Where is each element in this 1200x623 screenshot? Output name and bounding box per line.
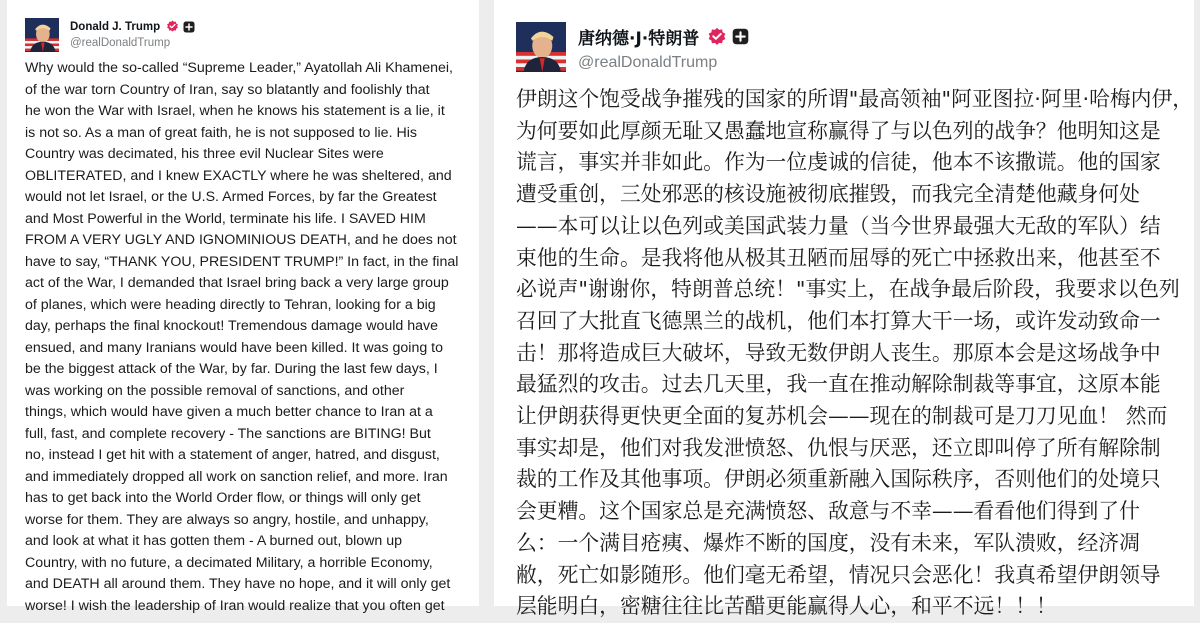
post-text (25, 58, 473, 617)
post-text-line: worse! I wish the leadership of Iran would realize that you often get (25, 597, 445, 614)
post-text-line: is not so. As a man of great faith, he is not supposed to lie. His (25, 124, 417, 141)
post-text-line: and immediately dropped all work on sanction relief, and more. Iran (25, 468, 448, 485)
avatar[interactable] (516, 22, 566, 72)
post-text-line: OBLITERATED, and I knew EXACTLY where he was sheltered, and (25, 167, 452, 184)
post-text-line: have to say, “THANK YOU, PRESIDENT TRUMP!” In fact, in the final (25, 253, 459, 270)
name-row (578, 24, 749, 49)
post-text-line: day, perhaps the final knockout! Tremendous damage would have (25, 318, 439, 334)
post-text-line: 召回了大批直飞德黑兰的战机，他们本打算大干一场，或许发动致命一 (516, 308, 1161, 333)
post-text-line: was working on the possible removal of sanctions, and other (25, 382, 405, 399)
post-text-line: 事实却是，他们对我发泄愤怒、仇恨与厌恶，还立即叫停了所有解除制 (516, 435, 1161, 460)
post-text-line: ——本可以让以色列或美国武装力量（当今世界最强大无敌的军队）结 (516, 213, 1161, 238)
display-name[interactable]: 唐纳德·J·特朗普 (578, 29, 700, 49)
post-text-line: 为何要如此厚颜无耻又愚蠢地宣称赢得了与以色列的战争？他明知这是 (516, 118, 1161, 143)
post-header (25, 18, 195, 52)
post-text-line: 遭受重创，三处邪恶的核设施被彻底摧毁，而我完全清楚他藏身何处 (516, 182, 1140, 207)
post-text-line: he won the War with Israel, when he knows his statement is a lie, it (25, 103, 445, 119)
post-text-line: of planes, which were heading directly to Tehran, looking for a big (25, 296, 436, 313)
post-text-line: of the war torn Country of Iran, say so blatantly and foolishly that (25, 81, 430, 98)
post-header (516, 22, 749, 72)
name-block (70, 20, 195, 49)
post-text-line: 会更糟。这个国家总是充满愤怒、敌意与不幸——看看他们得到了什 (516, 499, 1140, 524)
name-block (578, 24, 749, 72)
verified-badge-icon (707, 27, 727, 47)
post-text-line: and Most Powerful in the World, terminate his life. I SAVED HIM (25, 210, 426, 227)
post-text-line: things, which would have given a much better chance to Iran at a (25, 404, 433, 420)
post-text-line: 必说声"谢谢你，特朗普总统！"事实上，在战争最后阶段，我要求以色列 (516, 277, 1180, 302)
handle[interactable]: @realDonaldTrump (70, 37, 171, 49)
post-text-line: 裁的工作及其他事项。伊朗必须重新融入国际秩序，否则他们的处境只 (516, 467, 1161, 492)
post-text-line: would not let Israel, or the U.S. Armed Forces, by far the Greatest (25, 189, 437, 205)
verified-badge-icon (166, 20, 179, 33)
post-text-line: 么：一个满目疮痍、爆炸不断的国度，没有未来，军队溃败，经济凋 (516, 530, 1140, 555)
post-text-line: and DEATH all around them. They have no hope, and it will only get (25, 576, 451, 592)
post-card-english (7, 0, 479, 614)
post-text-line: FROM A VERY UGLY AND IGNOMINIOUS DEATH, and he does not (25, 232, 457, 248)
avatar-image (25, 18, 59, 52)
post-card-chinese (494, 0, 1194, 619)
post-text-line: Country was decimated, his three evil Nuclear Sites were (25, 146, 384, 162)
post-text-line: 击！那将造成巨大破坏，导致无数伊朗人丧生。那原本会是这场战争中 (516, 340, 1161, 365)
post-text-line: 伊朗这个饱受战争摧残的国家的所谓"最高领袖"阿亚图拉·阿里·哈梅内伊， (516, 87, 1194, 111)
post-text-line: Why would the so-called “Supreme Leader,” Ayatollah Ali Khamenei, (25, 60, 453, 76)
plus-icon[interactable] (732, 28, 749, 45)
post-text (516, 84, 1194, 623)
avatar-image (516, 22, 566, 72)
post-text-line: worse for them. They are always so angry, hostile, and unhappy, (25, 511, 429, 528)
post-text-line: ensued, and many Iranians would have been killed. It was going to (25, 339, 444, 356)
post-text-line: 最猛烈的攻击。过去几天里，我一直在推动解除制裁等事宜，这原本能 (516, 372, 1161, 397)
post-text-line: 敝，死亡如影随形。他们毫无希望，情况只会恶化！我真希望伊朗领导 (516, 562, 1161, 587)
name-row (70, 20, 195, 33)
plus-icon[interactable] (183, 21, 195, 33)
post-text-line: Country, with no future, a decimated Military, a horrible Economy, (25, 554, 433, 571)
post-text-line: act of the War, I demanded that Israel bring back a very large group (25, 275, 449, 291)
post-text-line: 层能明白，密糖往往比苦醋更能赢得人心，和平不远！！！ (516, 594, 1057, 619)
post-text-line: full, fast, and complete recovery - The sanctions are BITING! But (25, 425, 431, 442)
post-text-line: 让伊朗获得更快更全面的复苏机会——现在的制裁可是刀刀见血！ 然而 (516, 404, 1168, 429)
display-name[interactable]: Donald J. Trump (70, 20, 161, 33)
post-text-line: 束他的生命。是我将他从极其丑陋而屈辱的死亡中拯救出来，他甚至不 (516, 245, 1161, 270)
handle[interactable]: @realDonaldTrump (578, 54, 718, 71)
post-text-line: no, instead I get hit with a statement of anger, hatred, and disgust, (25, 447, 440, 463)
avatar[interactable] (25, 18, 59, 52)
post-text-line: be the biggest attack of the War, by far. During the last few days, I (25, 361, 438, 377)
post-text-line: and look at what it has gotten them - A burned out, blown up (25, 533, 403, 549)
post-text-line: has to get back into the World Order flow, or things will only get (25, 490, 421, 506)
post-text-line: 谎言，事实并非如此。作为一位虔诚的信徒，他本不该撒谎。他的国家 (516, 150, 1161, 175)
